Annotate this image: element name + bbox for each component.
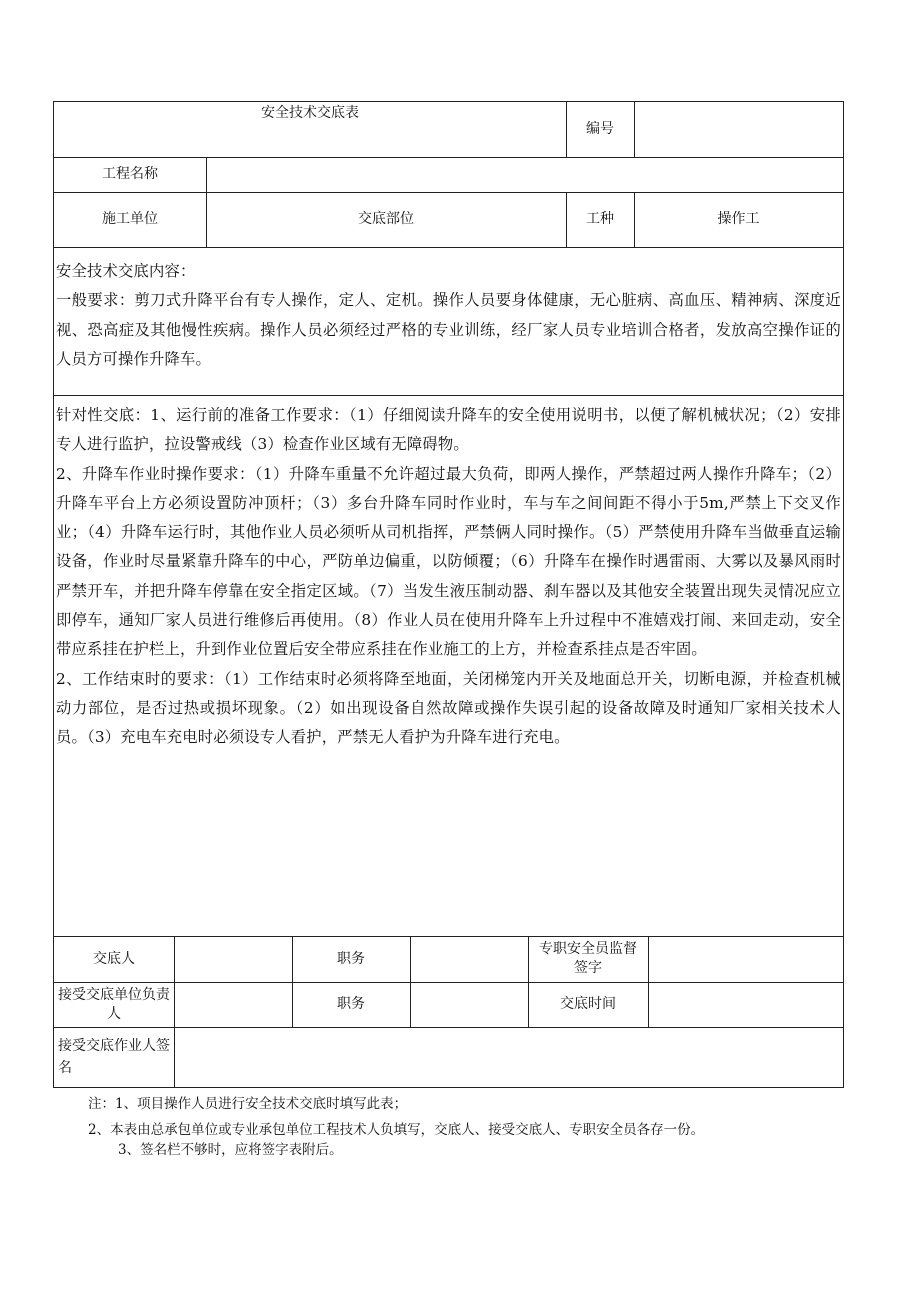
number-field[interactable] <box>634 102 843 157</box>
receiver-label: 接受交底单位负责人 <box>58 986 170 1022</box>
receiver-field[interactable] <box>174 982 292 1027</box>
trade-value[interactable]: 操作工 <box>717 211 760 227</box>
specific-preparation: 针对性交底：1、运行前的准备工作要求：（1）仔细阅读升降车的安全使用说明书，以便了解机械状况；（2）安排专人进行监护，拉设警戒线（3）检查作业区域有无障碍物。 <box>56 406 841 454</box>
construction-unit-label: 施工单位 <box>102 211 158 227</box>
disclosure-time-field[interactable] <box>648 982 843 1027</box>
disclosure-time-label: 交底时间 <box>560 996 616 1012</box>
number-label: 编号 <box>586 121 614 137</box>
workers-signature-field[interactable] <box>174 1027 843 1087</box>
workers-signature-label: 接受交底作业人签名 <box>58 1038 170 1076</box>
position-field[interactable] <box>410 982 528 1027</box>
safety-officer-label: 专职安全员监督签字 <box>539 941 637 976</box>
row-divider <box>54 247 843 248</box>
content-specific-block <box>56 401 841 753</box>
trade-label: 工种 <box>586 211 614 227</box>
row-divider <box>54 395 843 396</box>
discloser-label: 交底人 <box>93 950 135 967</box>
position-label: 职务 <box>337 996 365 1012</box>
form-title: 安全技术交底表 <box>261 104 359 121</box>
note-line-2: 2、本表由总承包单位或专业承包单位工程技术人负填写，交底人、接受交底人、专职安全员各存一份。 <box>88 1122 705 1138</box>
note-line-3: 3、签名栏不够时，应将签字表附后。 <box>118 1142 343 1158</box>
specific-operation: 2、升降车作业时操作要求：（1）升降车重量不允许超过最大负荷，即两人操作，严禁超过两人操作升降车；（2）升降车平台上方必须设置防冲顶杆；（3）多台升降车同时作业时，车与车之间间距不得小于5m,严禁上下交叉作业；（4）升降车运行时，其他作业人员必须听从司机指挥，严禁俩人同时操作。（5）严禁使用升降车当做垂直运输设备，作业时尽量紧靠升降车的中心，严防单边偏重，以防倾覆；（6）升降车在操作时遇雷雨、大雾以及暴风雨时严禁开车，并把升降车停靠在安全指定区域。（7）当发生液压制动器、刹车器以及其他安全装置出现失灵情况应立即停车，通知厂家人员进行维修后再使用。（8）作业人员在使用升降车上升过程中不准嬉戏打闹、来回走动，安全带应系挂在护栏上，升到作业位置后安全带应系挂在作业施工的上方，并检查系挂点是否牢固。 <box>56 464 841 659</box>
content-general-block <box>56 257 841 374</box>
disclosure-part-label: 交底部位 <box>358 211 414 227</box>
position-field[interactable] <box>410 936 528 982</box>
specific-finish: 2、工作结束时的要求：（1）工作结束时必须将降至地面，关闭梯笼内开关及地面总开关，切断电源，并检查机械动力部位，是否过热或损坏现象。（2）如出现设备自然故障或操作失误引起的设备故障及时通知厂家相关技术人员。（3）充电车充电时必须设专人看护，严禁无人看护为升降车进行充电。 <box>56 669 841 747</box>
note-line-1: 注：1、项目操作人员进行安全技术交底时填写此表； <box>88 1096 408 1112</box>
disclosure-form <box>53 101 844 1088</box>
project-name-label: 工程名称 <box>102 166 158 182</box>
position-label: 职务 <box>337 950 365 967</box>
project-name-field[interactable] <box>206 157 843 192</box>
content-heading: 安全技术交底内容： <box>56 262 196 280</box>
discloser-field[interactable] <box>174 936 292 982</box>
general-requirements: 一般要求：剪刀式升降平台有专人操作，定人、定机。操作人员要身体健康，无心脏病、高血压、精神病、深度近视、恐高症及其他慢性疾病。操作人员必须经过严格的专业训练，经厂家人员专业培训合格者，发放高空操作证的人员方可操作升降车。 <box>56 291 841 368</box>
safety-officer-field[interactable] <box>648 936 843 982</box>
